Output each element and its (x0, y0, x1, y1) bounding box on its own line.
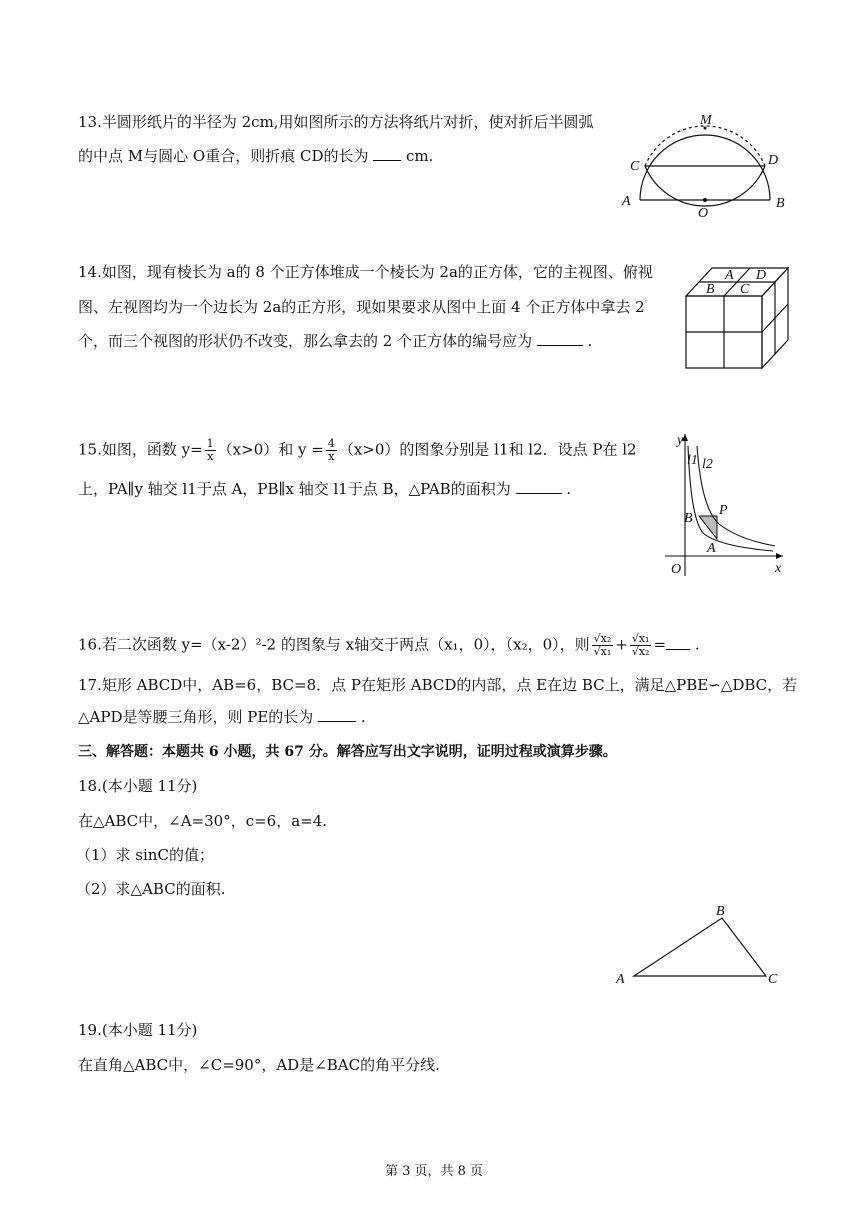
q18-part2: （2）求△ABC的面积. (76, 880, 226, 898)
q13-dashed-arc (645, 126, 765, 166)
q18-label-c: C (768, 972, 778, 987)
q13-line2-text: 的中点 M与圆心 O重合，则折痕 CD的长为 (78, 147, 369, 165)
q13-semicircle-figure (615, 108, 795, 218)
q15-line1 (78, 438, 637, 463)
q13-line2-unit: cm. (406, 147, 434, 165)
q16-plus: + (615, 635, 628, 654)
q14-label-d: D (756, 268, 767, 283)
q16-frac-a-num: √x₂ (593, 632, 612, 645)
q15-frac1-den: x (207, 450, 214, 463)
q17-line2-text: △APD是等腰三角形，则 PE的长为 (78, 708, 314, 726)
q15-label-b: B (684, 511, 693, 526)
q15-line1-mid: （x>0）和 y = (217, 440, 324, 459)
q14-cube-figure (680, 262, 800, 374)
q14-line2: 图、左视图均为一个边长为 2a的正方形，现如果要求从图中上面 4 个正方体中拿去 2 (78, 298, 645, 316)
q15-label-l1: l1 (687, 453, 698, 468)
q16-fraction-a (592, 633, 614, 658)
q13-label-d: D (768, 153, 779, 168)
section-3-heading: 三、解答题：本题共 6 小题，共 67 分。解答应写出文字说明，证明过程或演算步骤。 (78, 744, 617, 760)
q15-line2 (78, 479, 571, 499)
q14-answer-blank (537, 331, 583, 346)
q15-label-o: O (671, 562, 682, 577)
q17-line2-end: . (360, 708, 366, 726)
q15-label-y: y (677, 433, 684, 448)
q18-stem: 在△ABC中，∠A=30°，c=6，a=4. (78, 812, 328, 830)
q19-heading: 19.(本小题 11分) (78, 1021, 198, 1039)
q16-end: . (694, 635, 700, 654)
q18-part1: （1）求 sinC的值； (76, 846, 214, 864)
q16-frac-a-den: √x₁ (593, 645, 612, 658)
q13-label-o: O (698, 206, 709, 218)
q14-line3 (78, 331, 592, 351)
q15-line1-post: （x>0）的图象分别是 l1和 l2．设点 P在 l2 (338, 440, 637, 459)
q14-line3-text: 个，而三个视图的形状仍不改变，那么拿去的 2 个正方体的编号应为 (78, 332, 533, 350)
q16-equals: = (653, 635, 667, 654)
q16-line (78, 633, 700, 658)
q13-label-b: B (776, 196, 785, 211)
q13-label-m: M (700, 113, 712, 128)
q17-answer-blank (318, 707, 356, 722)
q15-frac1-num: 1 (206, 437, 214, 450)
q17-line1: 17.矩形 ABCD中，AB=6，BC=8．点 P在矩形 ABCD的内部，点 E在边 BC上，满足△PBE∽△DBC，若 (78, 676, 798, 694)
q15-line2-end: . (566, 480, 572, 498)
q13-line1: 13.半圆形纸片的半径为 2cm,用如图所示的方法将纸片对折，使对折后半圆弧 (78, 113, 594, 131)
q18-triangle-abc (634, 918, 766, 976)
q14-line1: 14.如图，现有棱长为 a的 8 个正方体堆成一个棱长为 2a的正方体，它的主视图、俯视 (78, 263, 653, 281)
q14-line3-end: . (587, 332, 593, 350)
q13-answer-blank (373, 146, 401, 161)
q15-label-x: x (775, 561, 782, 576)
q14-label-c: C (740, 282, 750, 297)
q13-point-o (703, 198, 707, 202)
q18-label-a: A (616, 972, 625, 987)
q18-triangle-figure (610, 902, 785, 990)
q13-line2 (78, 146, 433, 166)
q15-line1-pre: 15.如图，函数 y= (78, 440, 203, 459)
q15-fraction-4-over-x (326, 438, 337, 463)
q15-label-a: A (707, 541, 716, 556)
q16-frac-b-den: √x₂ (631, 645, 650, 658)
q15-line2-text: 上，PA∥y 轴交 l1于点 A，PB∥x 轴交 l1于点 B，△PAB的面积为 (78, 480, 511, 498)
q15-label-l2: l2 (702, 457, 713, 472)
q16-frac-b-num: √x₁ (631, 632, 650, 645)
q16-answer-blank (666, 635, 690, 650)
q15-answer-blank (516, 479, 562, 494)
q14-label-a: A (725, 268, 734, 283)
q17-line2 (78, 707, 366, 727)
q16-text: 16.若二次函数 y=（x-2）²-2 的图象与 x轴交于两点（x₁，0），（x₂，0），则 (78, 635, 590, 654)
q19-stem: 在直角△ABC中，∠C=90°，AD是∠BAC的角平分线. (78, 1056, 440, 1074)
q18-label-b: B (716, 904, 725, 919)
q13-label-c: C (630, 159, 640, 174)
q15-curve-l1 (688, 446, 773, 551)
q15-label-p: P (719, 503, 728, 518)
q15-frac2-den: x (328, 450, 335, 463)
q15-frac2-num: 4 (327, 437, 335, 450)
q15-hyperbola-figure (655, 428, 790, 578)
q18-heading: 18.(本小题 11分) (78, 777, 198, 795)
page-footer: 第 3 页，共 8 页 (384, 1164, 484, 1179)
q13-label-a: A (622, 194, 631, 209)
q15-fraction-1-over-x (205, 438, 216, 463)
q14-label-b: B (706, 282, 715, 297)
q16-fraction-b (630, 633, 652, 658)
